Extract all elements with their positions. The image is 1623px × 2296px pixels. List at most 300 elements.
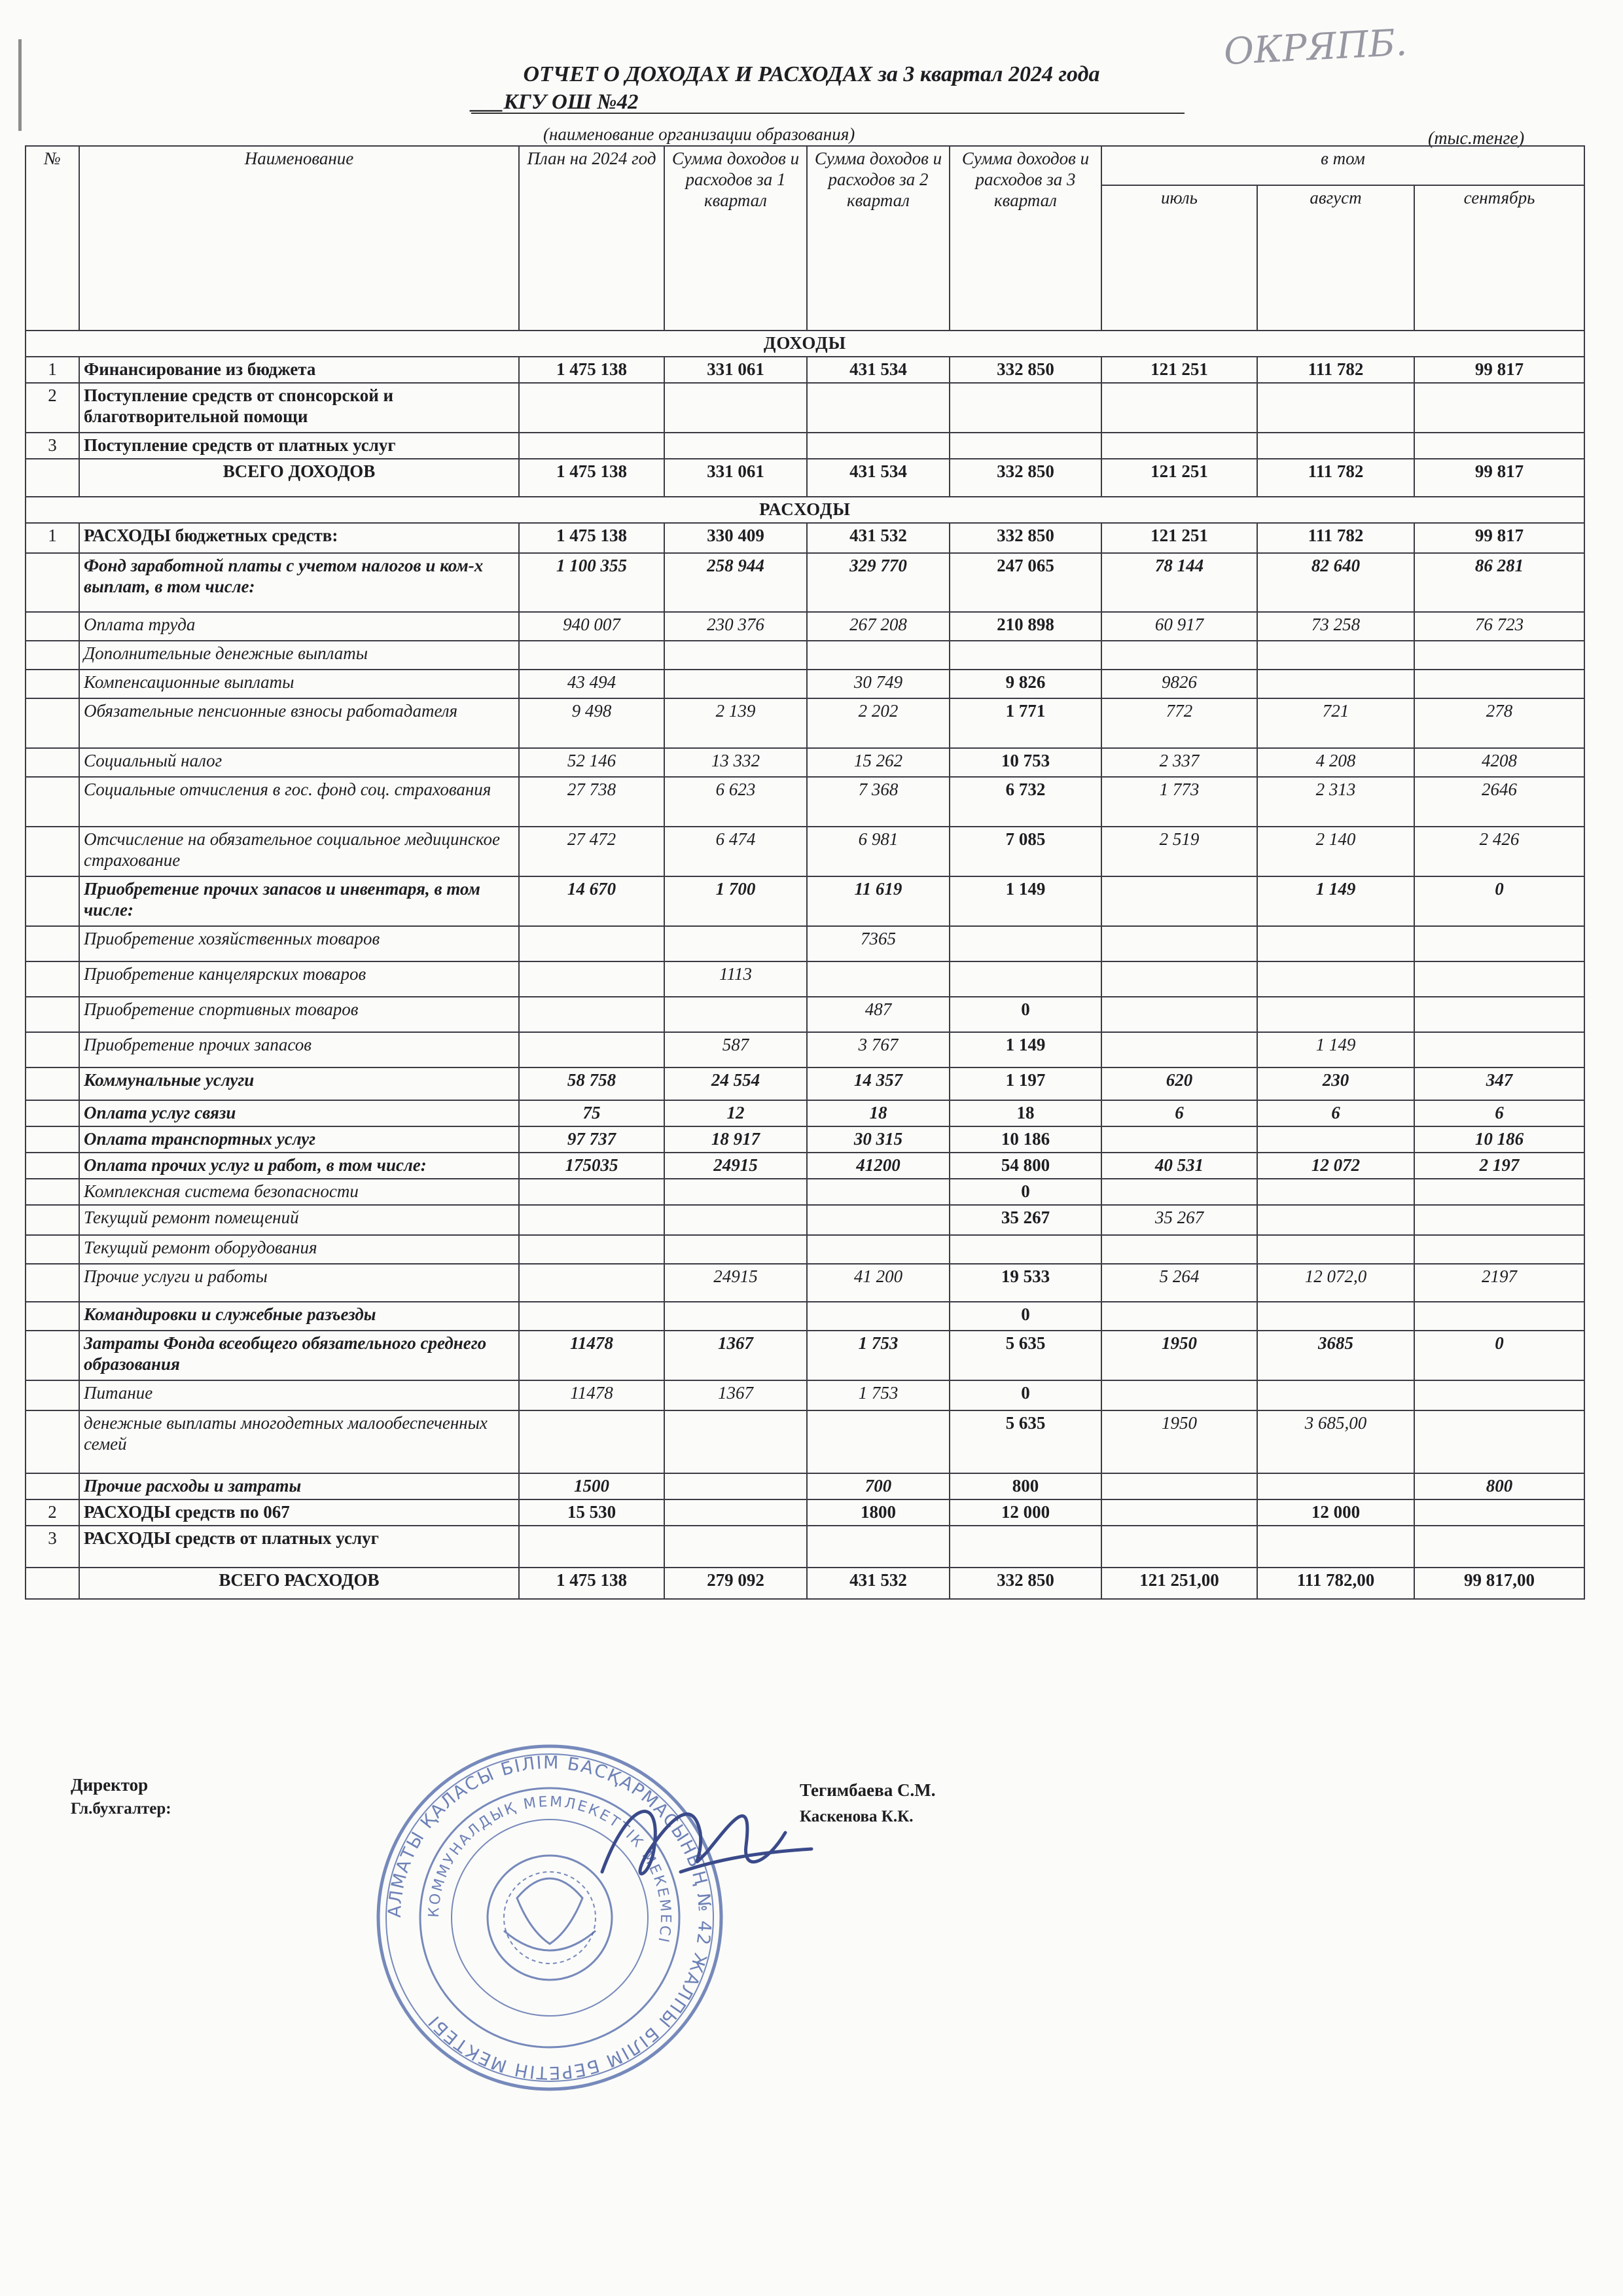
cell-q1 (664, 1473, 807, 1499)
table-row (26, 523, 1584, 553)
row-number (26, 777, 79, 827)
cell-sep (1414, 641, 1584, 670)
cell-plan (519, 1410, 664, 1473)
row-name: Приобретение прочих запасов (79, 1032, 519, 1067)
cell-q3: 247 065 (950, 553, 1101, 612)
row-name: Поступление средств от спонсорской и благотворительной помощи (79, 383, 519, 433)
row-name: Комплексная система безопасности (79, 1179, 519, 1205)
total-row-number (26, 1568, 79, 1599)
total-q2: 431 532 (807, 1568, 950, 1599)
total-q3: 332 850 (950, 1568, 1101, 1599)
table-row (26, 641, 1584, 670)
cell-q1 (664, 1235, 807, 1264)
cell-q2: 15 262 (807, 748, 950, 777)
cell-q3: 7 085 (950, 827, 1101, 876)
total-jul: 121 251 (1101, 459, 1257, 497)
cell-jul: 40 531 (1101, 1153, 1257, 1179)
cell-q2: 1800 (807, 1499, 950, 1526)
cell-q3: 12 000 (950, 1499, 1101, 1526)
cell-aug (1257, 961, 1414, 997)
table-row (26, 1380, 1584, 1410)
row-name: Командировки и служебные разъезды (79, 1302, 519, 1331)
organization-caption: (наименование организации образования) (543, 124, 855, 144)
cell-q2: 329 770 (807, 553, 950, 612)
cell-q1 (664, 1499, 807, 1526)
cell-plan: 940 007 (519, 612, 664, 641)
row-name: Приобретение канцелярских товаров (79, 961, 519, 997)
cell-q2: 6 981 (807, 827, 950, 876)
table-row (26, 1100, 1584, 1126)
row-name: Приобретение прочих запасов и инвентаря, в том числе: (79, 876, 519, 926)
cell-q2 (807, 383, 950, 433)
cell-q2: 11 619 (807, 876, 950, 926)
cell-plan (519, 1264, 664, 1302)
row-number (26, 1153, 79, 1179)
col-q3-header: Сумма доходов и расходов за 3 квартал (950, 146, 1101, 331)
cell-plan (519, 1302, 664, 1331)
cell-jul: 78 144 (1101, 553, 1257, 612)
cell-q2: 7365 (807, 926, 950, 961)
cell-jul: 5 264 (1101, 1264, 1257, 1302)
row-name: Приобретение спортивных товаров (79, 997, 519, 1032)
cell-q2: 2 202 (807, 698, 950, 748)
total-label: ВСЕГО ДОХОДОВ (79, 459, 519, 497)
cell-q3: 10 753 (950, 748, 1101, 777)
cell-q3: 1 149 (950, 876, 1101, 926)
cell-q3: 0 (950, 1179, 1101, 1205)
cell-plan: 27 738 (519, 777, 664, 827)
cell-jul (1101, 1179, 1257, 1205)
cell-aug (1257, 383, 1414, 433)
cell-aug: 1 149 (1257, 1032, 1414, 1067)
cell-plan (519, 997, 664, 1032)
table-row (26, 997, 1584, 1032)
cell-q1: 1 700 (664, 876, 807, 926)
cell-aug: 111 782 (1257, 357, 1414, 383)
table-row (26, 433, 1584, 459)
cell-aug (1257, 1380, 1414, 1410)
row-name: Коммунальные услуги (79, 1067, 519, 1100)
cell-aug: 1 149 (1257, 876, 1414, 926)
organization-name: ___КГУ ОШ №42 (471, 90, 639, 114)
cell-q2: 431 532 (807, 523, 950, 553)
cell-q1 (664, 433, 807, 459)
cell-sep: 347 (1414, 1067, 1584, 1100)
cell-q2 (807, 961, 950, 997)
cell-aug: 12 000 (1257, 1499, 1414, 1526)
cell-q2: 267 208 (807, 612, 950, 641)
director-signature (589, 1774, 825, 1905)
cell-q3: 18 (950, 1100, 1101, 1126)
total-row-number (26, 459, 79, 497)
row-name: Социальные отчисления в гос. фонд соц. страхования (79, 777, 519, 827)
cell-sep: 2 197 (1414, 1153, 1584, 1179)
total-label: ВСЕГО РАСХОДОВ (79, 1568, 519, 1599)
cell-q3: 0 (950, 1380, 1101, 1410)
stamp-outer-text: АЛМАТЫ ҚАЛАСЫ БІЛІМ БАСҚАРМАСЫНЫҢ № 42 ЖАЛПЫ БІЛІМ БЕРЕТІН МЕКТЕБІ (384, 1752, 715, 2083)
row-number: 3 (26, 1526, 79, 1568)
cell-q2: 1 753 (807, 1380, 950, 1410)
cell-jul (1101, 1499, 1257, 1526)
director-name: Тегимбаева С.М. (800, 1780, 936, 1800)
row-number (26, 827, 79, 876)
cell-q1: 18 917 (664, 1126, 807, 1153)
row-number (26, 641, 79, 670)
row-number (26, 926, 79, 961)
cell-q2: 431 534 (807, 357, 950, 383)
row-number (26, 1100, 79, 1126)
row-number (26, 997, 79, 1032)
cell-q1 (664, 670, 807, 698)
organization-underline (471, 113, 1185, 114)
cell-sep (1414, 1032, 1584, 1067)
cell-q3 (950, 926, 1101, 961)
cell-q1: 258 944 (664, 553, 807, 612)
cell-plan: 52 146 (519, 748, 664, 777)
table-row (26, 876, 1584, 926)
row-name: РАСХОДЫ средств от платных услуг (79, 1526, 519, 1568)
cell-jul (1101, 383, 1257, 433)
cell-aug (1257, 1526, 1414, 1568)
cell-jul (1101, 1032, 1257, 1067)
row-number (26, 1473, 79, 1499)
cell-aug: 6 (1257, 1100, 1414, 1126)
cell-q3: 9 826 (950, 670, 1101, 698)
row-name: Питание (79, 1380, 519, 1410)
total-row (26, 459, 1584, 497)
row-number (26, 553, 79, 612)
row-name: РАСХОДЫ средств по 067 (79, 1499, 519, 1526)
handwritten-mark: ОКРЯПБ. (1222, 21, 1408, 74)
col-including-header: в том (1101, 146, 1584, 185)
cell-sep: 86 281 (1414, 553, 1584, 612)
row-name: Отсчисление на обязательное социальное медицинское страхование (79, 827, 519, 876)
cell-plan: 9 498 (519, 698, 664, 748)
cell-q2: 7 368 (807, 777, 950, 827)
table-row (26, 748, 1584, 777)
cell-q1: 2 139 (664, 698, 807, 748)
cell-aug (1257, 670, 1414, 698)
cell-sep: 0 (1414, 876, 1584, 926)
row-name: Прочие расходы и затраты (79, 1473, 519, 1499)
cell-aug (1257, 1473, 1414, 1499)
col-num-header: № (26, 146, 79, 331)
cell-sep (1414, 961, 1584, 997)
row-number (26, 670, 79, 698)
cell-aug: 12 072 (1257, 1153, 1414, 1179)
cell-aug: 111 782 (1257, 523, 1414, 553)
row-name: Фонд заработной платы с учетом налогов и ком-х выплат, в том числе: (79, 553, 519, 612)
table-row (26, 1179, 1584, 1205)
cell-q2: 41200 (807, 1153, 950, 1179)
cell-q3: 1 197 (950, 1067, 1101, 1100)
cell-q3 (950, 1526, 1101, 1568)
total-row (26, 1568, 1584, 1599)
table-row (26, 1499, 1584, 1526)
cell-jul (1101, 1526, 1257, 1568)
row-number (26, 1380, 79, 1410)
cell-q3: 54 800 (950, 1153, 1101, 1179)
cell-sep (1414, 1235, 1584, 1264)
cell-plan: 11478 (519, 1380, 664, 1410)
cell-q1 (664, 1526, 807, 1568)
cell-q3: 35 267 (950, 1205, 1101, 1235)
cell-sep: 6 (1414, 1100, 1584, 1126)
cell-aug (1257, 997, 1414, 1032)
cell-q2 (807, 1205, 950, 1235)
cell-plan: 1 475 138 (519, 523, 664, 553)
cell-q2 (807, 1410, 950, 1473)
row-name: денежные выплаты многодетных малообеспеченных семей (79, 1410, 519, 1473)
table-row (26, 827, 1584, 876)
cell-sep: 2197 (1414, 1264, 1584, 1302)
cell-q1: 230 376 (664, 612, 807, 641)
cell-plan (519, 1032, 664, 1067)
row-number (26, 1032, 79, 1067)
cell-aug: 12 072,0 (1257, 1264, 1414, 1302)
cell-jul (1101, 926, 1257, 961)
row-number (26, 1067, 79, 1100)
cell-plan: 27 472 (519, 827, 664, 876)
cell-q2: 18 (807, 1100, 950, 1126)
cell-q3: 19 533 (950, 1264, 1101, 1302)
cell-q3 (950, 433, 1101, 459)
table-row (26, 698, 1584, 748)
row-number (26, 698, 79, 748)
table-row (26, 612, 1584, 641)
table-row (26, 1473, 1584, 1499)
accountant-name: Каскенова К.К. (800, 1808, 914, 1825)
row-number: 2 (26, 383, 79, 433)
total-sep: 99 817,00 (1414, 1568, 1584, 1599)
cell-q2 (807, 1235, 950, 1264)
row-number (26, 961, 79, 997)
cell-q3: 1 149 (950, 1032, 1101, 1067)
cell-q1 (664, 1302, 807, 1331)
cell-aug: 82 640 (1257, 553, 1414, 612)
row-name: Текущий ремонт оборудования (79, 1235, 519, 1264)
row-name: Дополнительные денежные выплаты (79, 641, 519, 670)
cell-q1 (664, 1179, 807, 1205)
cell-q1: 331 061 (664, 357, 807, 383)
row-number (26, 1331, 79, 1380)
cell-q3: 0 (950, 997, 1101, 1032)
expense-section (26, 497, 1584, 1599)
cell-sep: 76 723 (1414, 612, 1584, 641)
cell-aug: 2 313 (1257, 777, 1414, 827)
cell-q1: 1367 (664, 1380, 807, 1410)
cell-sep (1414, 1526, 1584, 1568)
table-row (26, 553, 1584, 612)
cell-plan (519, 383, 664, 433)
cell-q2: 30 749 (807, 670, 950, 698)
cell-q3 (950, 1235, 1101, 1264)
row-name: Оплата услуг связи (79, 1100, 519, 1126)
table-header (26, 146, 1584, 331)
cell-sep (1414, 1205, 1584, 1235)
col-q2-header: Сумма доходов и расходов за 2 квартал (807, 146, 950, 331)
total-plan: 1 475 138 (519, 1568, 664, 1599)
cell-q1 (664, 997, 807, 1032)
cell-jul: 35 267 (1101, 1205, 1257, 1235)
cell-plan: 1500 (519, 1473, 664, 1499)
cell-q2 (807, 433, 950, 459)
cell-aug (1257, 1302, 1414, 1331)
cell-q1 (664, 641, 807, 670)
col-name-header: Наименование (79, 146, 519, 331)
cell-plan: 175035 (519, 1153, 664, 1179)
stamp-inner-text: КОММУНАЛДЫҚ МЕМЛЕКЕТТІК МЕКЕМЕСІ (425, 1793, 674, 1946)
cell-plan (519, 1205, 664, 1235)
total-aug: 111 782,00 (1257, 1568, 1414, 1599)
cell-q2 (807, 1526, 950, 1568)
table-row (26, 670, 1584, 698)
cell-aug (1257, 433, 1414, 459)
table-row (26, 1126, 1584, 1153)
cell-sep (1414, 997, 1584, 1032)
cell-jul: 1950 (1101, 1410, 1257, 1473)
table-row (26, 1526, 1584, 1568)
cell-sep: 278 (1414, 698, 1584, 748)
cell-plan (519, 1526, 664, 1568)
total-sep: 99 817 (1414, 459, 1584, 497)
cell-plan: 43 494 (519, 670, 664, 698)
cell-plan: 11478 (519, 1331, 664, 1380)
cell-q2 (807, 641, 950, 670)
cell-jul: 620 (1101, 1067, 1257, 1100)
row-number (26, 1126, 79, 1153)
table-row (26, 1205, 1584, 1235)
cell-plan: 1 475 138 (519, 357, 664, 383)
total-q2: 431 534 (807, 459, 950, 497)
director-label: Директор (71, 1775, 149, 1795)
cell-plan (519, 926, 664, 961)
row-name: Текущий ремонт помещений (79, 1205, 519, 1235)
total-aug: 111 782 (1257, 459, 1414, 497)
cell-aug (1257, 641, 1414, 670)
row-number: 2 (26, 1499, 79, 1526)
cell-q3: 6 732 (950, 777, 1101, 827)
cell-q3: 210 898 (950, 612, 1101, 641)
cell-q1 (664, 926, 807, 961)
table-row (26, 1264, 1584, 1302)
cell-sep (1414, 433, 1584, 459)
row-name: Оплата прочих услуг и работ, в том числе: (79, 1153, 519, 1179)
report-title: ОТЧЕТ О ДОХОДАХ И РАСХОДАХ за 3 квартал 2024 года (523, 62, 1100, 86)
cell-sep: 2646 (1414, 777, 1584, 827)
total-jul: 121 251,00 (1101, 1568, 1257, 1599)
cell-q1: 1113 (664, 961, 807, 997)
cell-jul (1101, 1473, 1257, 1499)
cell-sep (1414, 1380, 1584, 1410)
cell-q2: 1 753 (807, 1331, 950, 1380)
cell-jul (1101, 1126, 1257, 1153)
row-number: 3 (26, 433, 79, 459)
cell-aug: 721 (1257, 698, 1414, 748)
cell-plan: 1 100 355 (519, 553, 664, 612)
accountant-label: Гл.бухгалтер: (71, 1800, 171, 1818)
cell-sep: 0 (1414, 1331, 1584, 1380)
cell-q3: 0 (950, 1302, 1101, 1331)
expense-section-title: РАСХОДЫ (26, 497, 1584, 523)
row-name: Оплата транспортных услуг (79, 1126, 519, 1153)
cell-q3: 800 (950, 1473, 1101, 1499)
cell-q2: 3 767 (807, 1032, 950, 1067)
cell-jul: 6 (1101, 1100, 1257, 1126)
row-number (26, 1205, 79, 1235)
cell-q2 (807, 1179, 950, 1205)
cell-jul: 772 (1101, 698, 1257, 748)
row-number (26, 1179, 79, 1205)
cell-sep (1414, 1179, 1584, 1205)
row-number (26, 876, 79, 926)
cell-q3: 332 850 (950, 523, 1101, 553)
cell-plan: 58 758 (519, 1067, 664, 1100)
cell-plan: 97 737 (519, 1126, 664, 1153)
income-section (26, 331, 1584, 497)
cell-sep (1414, 1302, 1584, 1331)
table-row (26, 1235, 1584, 1264)
cell-sep: 99 817 (1414, 357, 1584, 383)
cell-jul: 121 251 (1101, 523, 1257, 553)
cell-q1: 13 332 (664, 748, 807, 777)
cell-plan (519, 1235, 664, 1264)
total-plan: 1 475 138 (519, 459, 664, 497)
cell-jul (1101, 876, 1257, 926)
table-row (26, 1153, 1584, 1179)
row-number (26, 1410, 79, 1473)
col-aug-header: август (1257, 185, 1414, 331)
cell-q1 (664, 383, 807, 433)
cell-jul (1101, 1235, 1257, 1264)
row-number: 1 (26, 523, 79, 553)
cell-q1 (664, 1205, 807, 1235)
cell-aug (1257, 1179, 1414, 1205)
cell-aug: 3 685,00 (1257, 1410, 1414, 1473)
col-sep-header: сентябрь (1414, 185, 1584, 331)
cell-sep (1414, 670, 1584, 698)
cell-q3 (950, 383, 1101, 433)
cell-plan (519, 641, 664, 670)
row-number (26, 748, 79, 777)
table-row (26, 1331, 1584, 1380)
cell-q3: 332 850 (950, 357, 1101, 383)
cell-q2: 700 (807, 1473, 950, 1499)
cell-jul (1101, 1302, 1257, 1331)
row-name: РАСХОДЫ бюджетных средств: (79, 523, 519, 553)
table-row (26, 357, 1584, 383)
cell-plan: 75 (519, 1100, 664, 1126)
cell-sep: 10 186 (1414, 1126, 1584, 1153)
cell-jul: 9826 (1101, 670, 1257, 698)
cell-q1: 12 (664, 1100, 807, 1126)
cell-sep: 2 426 (1414, 827, 1584, 876)
report-table (25, 145, 1585, 1600)
table-row (26, 926, 1584, 961)
row-name: Поступление средств от платных услуг (79, 433, 519, 459)
cell-q3: 5 635 (950, 1331, 1101, 1380)
cell-jul (1101, 641, 1257, 670)
income-section-title: ДОХОДЫ (26, 331, 1584, 357)
cell-sep: 99 817 (1414, 523, 1584, 553)
cell-jul: 2 337 (1101, 748, 1257, 777)
row-number: 1 (26, 357, 79, 383)
table-row (26, 1067, 1584, 1100)
table-row (26, 1410, 1584, 1473)
cell-jul (1101, 1380, 1257, 1410)
table-row (26, 961, 1584, 997)
table-row (26, 383, 1584, 433)
